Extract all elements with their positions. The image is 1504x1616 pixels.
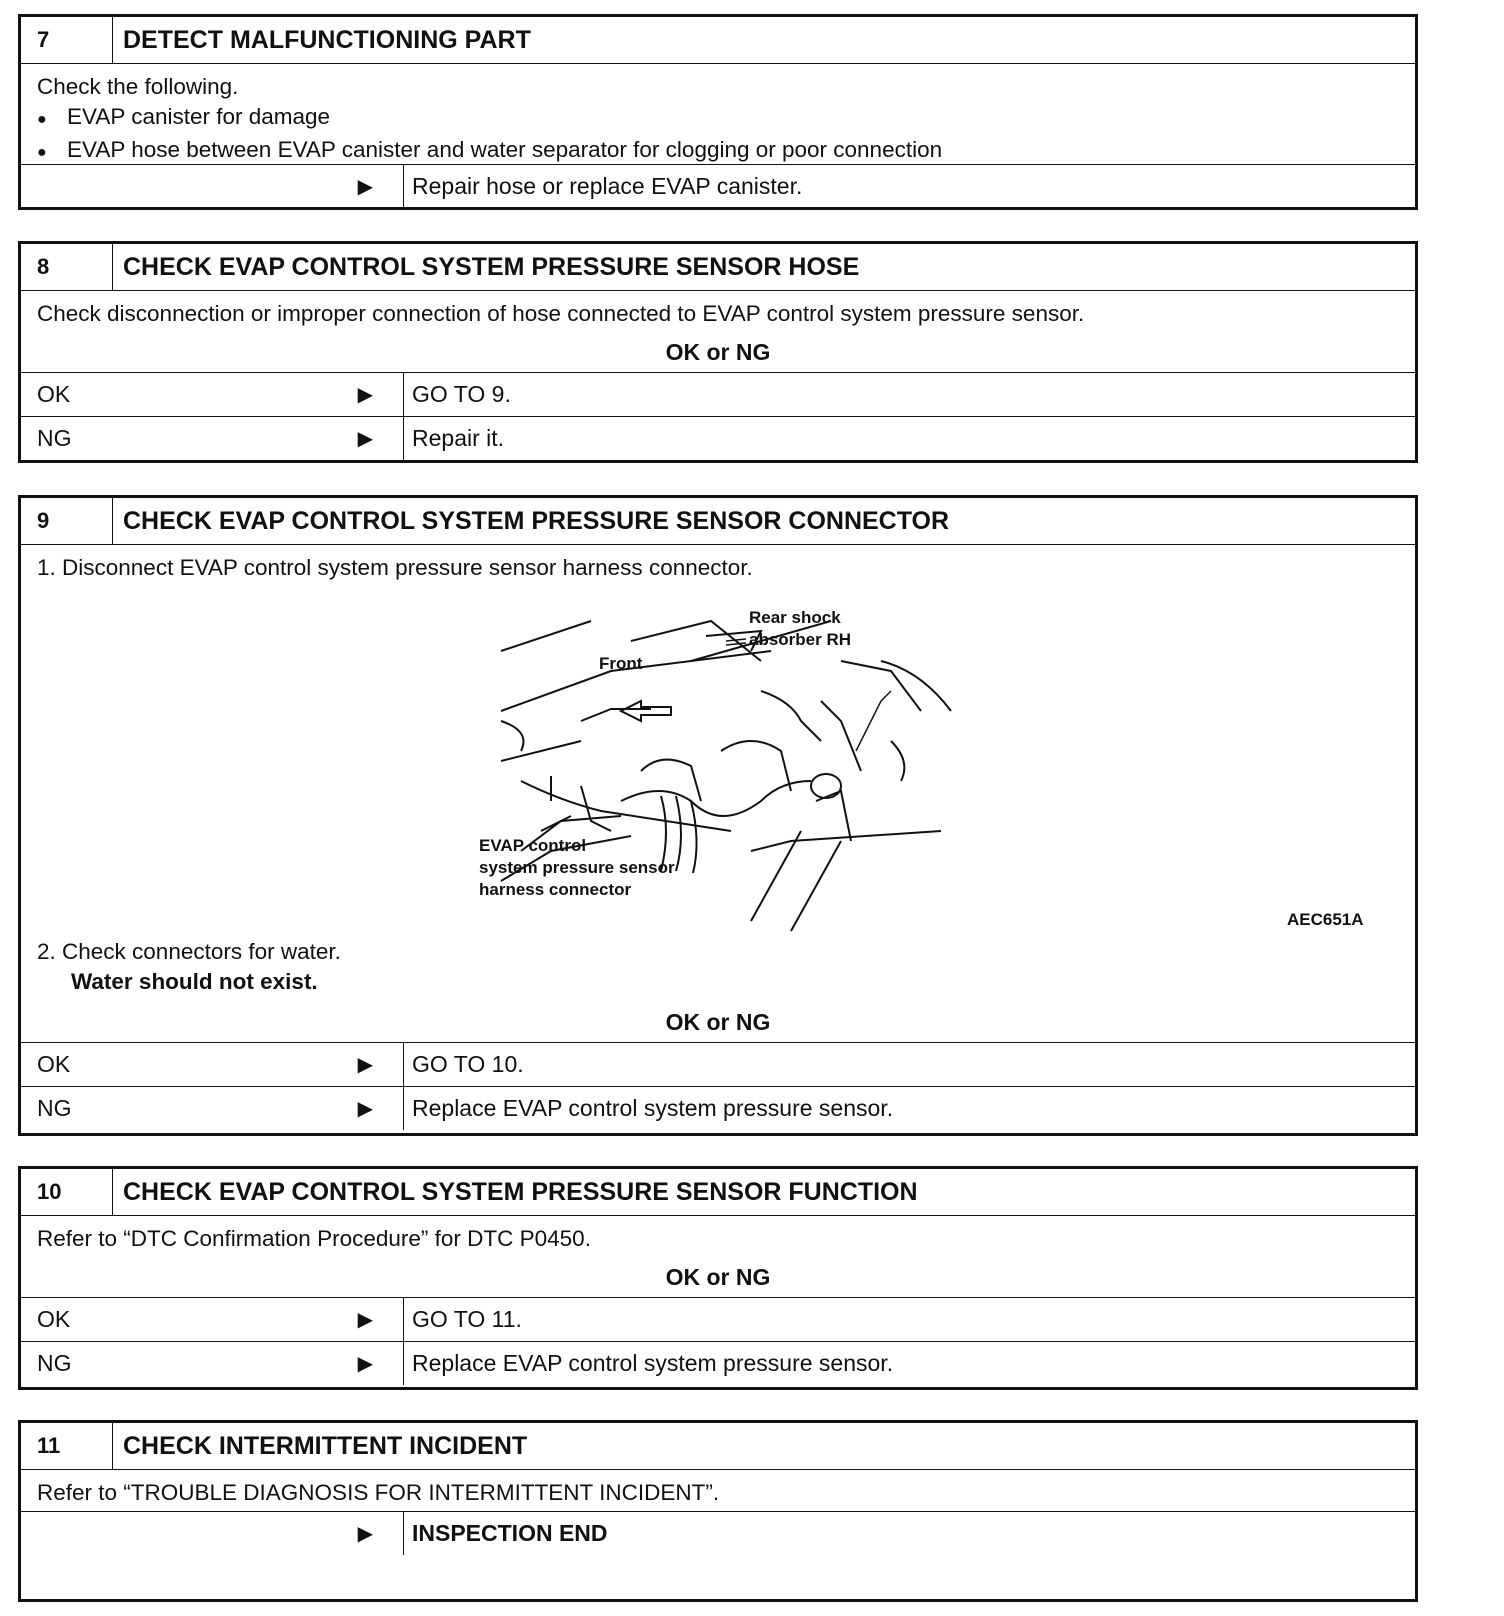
result-label-cell	[21, 417, 404, 460]
ng-action: Replace EVAP control system pressure sensor.	[412, 1095, 894, 1121]
front-label: Front	[599, 654, 643, 673]
evap-connector-label-line: EVAP control	[479, 836, 587, 855]
arrow-right-icon: ▶	[357, 427, 373, 450]
ok-result-row	[21, 1297, 1415, 1341]
result-action: INSPECTION END	[412, 1520, 608, 1546]
ng-action: Repair it.	[412, 425, 505, 451]
step-title: DETECT MALFUNCTIONING PART	[123, 25, 531, 54]
evap-connector-label	[479, 835, 675, 901]
ok-result-row	[21, 1042, 1415, 1086]
ng-label: NG	[37, 1350, 72, 1376]
step-10-header	[21, 1169, 1415, 1215]
ng-result-row	[21, 1086, 1415, 1130]
step-11-result-row	[21, 1511, 1415, 1555]
step-9-header	[21, 498, 1415, 544]
connector-location-figure	[21, 589, 1415, 949]
step-title: CHECK EVAP CONTROL SYSTEM PRESSURE SENSOR CONNECTOR	[123, 506, 950, 535]
result-label-cell	[21, 165, 404, 208]
arrow-right-icon: ▶	[357, 1522, 373, 1545]
step-title: CHECK INTERMITTENT INCIDENT	[123, 1431, 528, 1460]
step-8-header	[21, 244, 1415, 290]
ok-action: GO TO 11.	[412, 1306, 522, 1332]
step-8-box	[18, 241, 1418, 463]
ok-label: OK	[37, 1306, 71, 1332]
result-label-cell	[21, 1298, 404, 1341]
rear-shock-label	[749, 607, 851, 651]
ok-label: OK	[37, 1051, 71, 1077]
arrow-right-icon: ▶	[357, 1097, 373, 1120]
step-9-body	[21, 544, 1415, 1002]
ok-or-ng-heading: OK or NG	[665, 1008, 771, 1035]
ok-result-row	[21, 372, 1415, 416]
step-number: 9	[21, 498, 113, 544]
step-title: CHECK EVAP CONTROL SYSTEM PRESSURE SENSOR FUNCTION	[123, 1177, 918, 1206]
ok-or-ng-heading: OK or NG	[665, 338, 771, 365]
step-number: 7	[21, 17, 113, 63]
result-label-cell	[21, 373, 404, 416]
instruction-2-requirement: Water should not exist.	[71, 969, 318, 994]
step-7-intro: Check the following.	[37, 74, 239, 99]
bullet-icon: ●	[37, 144, 47, 161]
step-8-description: Check disconnection or improper connection of hose connected to EVAP control system pressure sensor.	[21, 290, 1415, 332]
step-number: 11	[21, 1423, 113, 1469]
step-7-box	[18, 14, 1418, 210]
step-10-description: Refer to “DTC Confirmation Procedure” for DTC P0450.	[21, 1215, 1415, 1257]
bullet-item	[37, 102, 1399, 135]
ok-or-ng-heading: OK or NG	[665, 1263, 771, 1290]
bullet-icon: ●	[37, 111, 47, 128]
step-11-description: Refer to “TROUBLE DIAGNOSIS FOR INTERMITTENT INCIDENT”.	[21, 1469, 1415, 1511]
bullet-text: EVAP canister for damage	[67, 104, 331, 129]
ng-action: Replace EVAP control system pressure sensor.	[412, 1350, 894, 1376]
step-7-result-row	[21, 164, 1415, 208]
step-7-description	[21, 63, 1415, 164]
result-label-cell	[21, 1512, 404, 1555]
result-label-cell	[21, 1342, 404, 1385]
result-label-cell	[21, 1043, 404, 1086]
ng-label: NG	[37, 1095, 72, 1121]
instruction-1: 1. Disconnect EVAP control system pressure sensor harness connector.	[37, 555, 753, 580]
step-title: CHECK EVAP CONTROL SYSTEM PRESSURE SENSOR HOSE	[123, 252, 860, 281]
instruction-2-text: 2. Check connectors for water.	[37, 939, 341, 964]
step-7-header	[21, 17, 1415, 63]
result-action: Repair hose or replace EVAP canister.	[412, 173, 803, 199]
step-number: 10	[21, 1169, 113, 1215]
result-label-cell	[21, 1087, 404, 1130]
ok-action: GO TO 10.	[412, 1051, 524, 1077]
step-9-box	[18, 495, 1418, 1136]
rear-shock-label-line: Rear shock	[749, 608, 841, 627]
arrow-right-icon: ▶	[357, 383, 373, 406]
figure-code: AEC651A	[1287, 910, 1364, 929]
evap-connector-label-line: harness connector	[479, 880, 632, 899]
instruction-2	[37, 937, 341, 997]
step-11-box	[18, 1420, 1418, 1602]
bullet-text: EVAP hose between EVAP canister and water separator for clogging or poor connection	[67, 137, 943, 162]
arrow-right-icon: ▶	[357, 175, 373, 198]
ng-label: NG	[37, 425, 72, 451]
rear-shock-label-line: absorber RH	[749, 630, 852, 649]
ok-label: OK	[37, 381, 71, 407]
ok-action: GO TO 9.	[412, 381, 511, 407]
arrow-right-icon: ▶	[357, 1352, 373, 1375]
ng-result-row	[21, 416, 1415, 460]
arrow-right-icon: ▶	[357, 1308, 373, 1331]
ng-result-row	[21, 1341, 1415, 1385]
step-10-box	[18, 1166, 1418, 1390]
arrow-right-icon: ▶	[357, 1053, 373, 1076]
step-number: 8	[21, 244, 113, 290]
step-11-header	[21, 1423, 1415, 1469]
evap-connector-label-line: system pressure sensor	[479, 858, 675, 877]
